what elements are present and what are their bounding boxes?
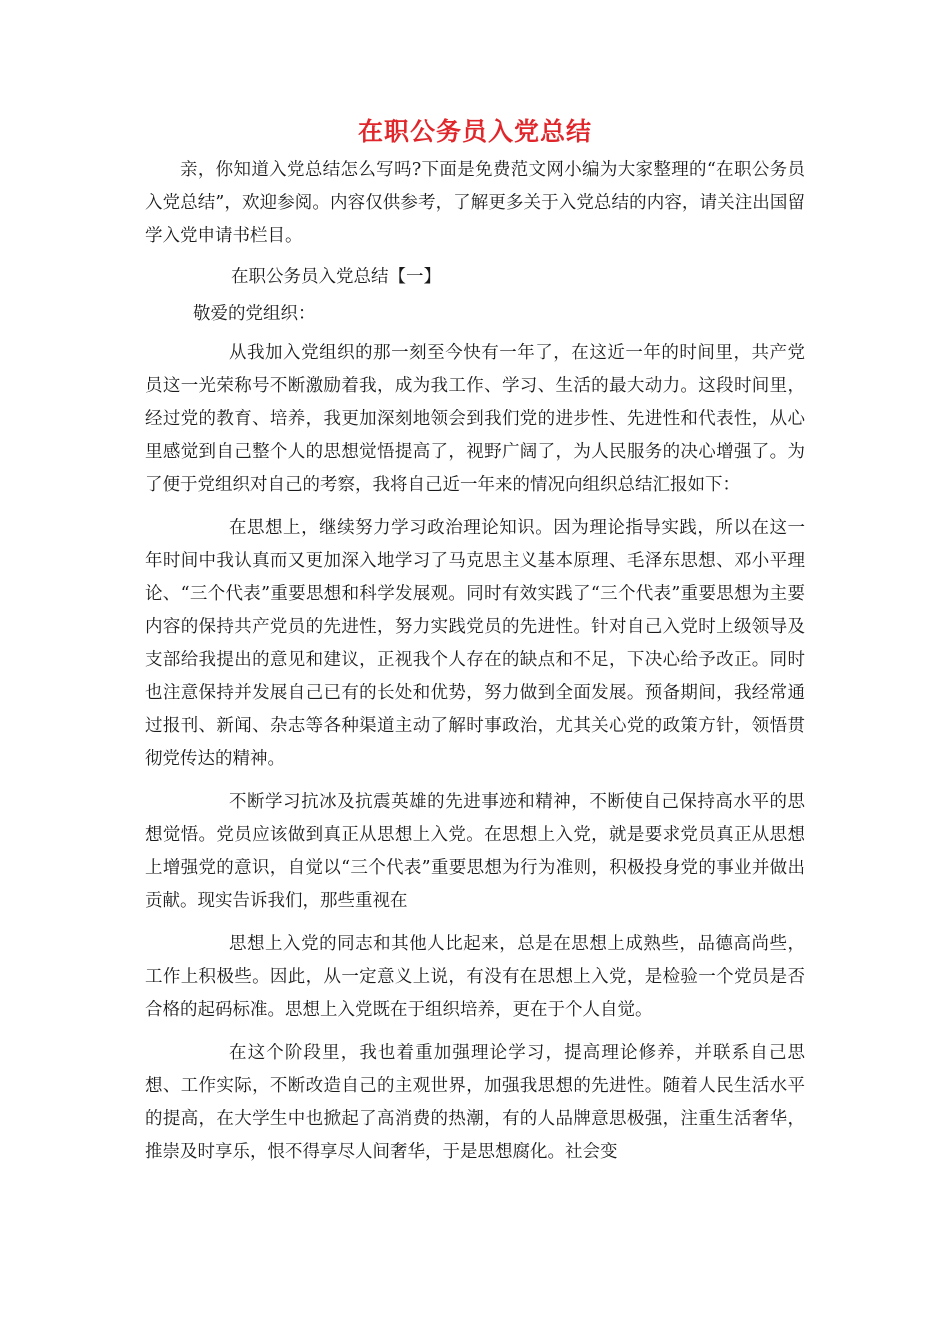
body-paragraph-1: 从我加入党组织的那一刻至今快有一年了，在这近一年的时间里，共产党员这一光荣称号不断激励着我，成为我工作、学习、生活的最大动力。这段时间里，经过党的教育、培养，我更加深刻地领会到我们党的进步性、先进性和代表性，从心里感觉到自己整个人的思想觉悟提高了，视野广阔了，为人民服务的决心增强了。为了便于党组织对自己的考察，我将自己近一年来的情况向组织总结汇报如下： (145, 343, 805, 495)
document-page (145, 112, 805, 1169)
intro-paragraph: 亲，你知道入党总结怎么写吗?下面是免费范文网小编为大家整理的“在职公务员入党总结”，欢迎参阅。内容仅供参考，了解更多关于入党总结的内容，请关注出国留学入党申请书栏目。 (145, 160, 805, 246)
salutation: 敬爱的党组织： (193, 304, 316, 324)
body-paragraph-3: 不断学习抗冰及抗震英雄的先进事迹和精神，不断使自己保持高水平的思想觉悟。党员应该做到真正从思想上入党。在思想上入党，就是要求党员真正从思想上增强党的意识，自觉以“三个代表”重要思想为行为准则，积极投身党的事业并做出贡献。现实告诉我们，那些重视在 (145, 792, 805, 911)
document-title: 在职公务员入党总结 (357, 117, 592, 146)
body-paragraph-2: 在思想上，继续努力学习政治理论知识。因为理论指导实践，所以在这一年时间中我认真而又更加深入地学习了马克思主义基本原理、毛泽东思想、邓小平理论、“三个代表”重要思想和科学发展观。同时有效实践了“三个代表”重要思想为主要内容的保持共产党员的先进性，努力实践党员的先进性。针对自己入党时上级领导及支部给我提出的意见和建议，正视我个人存在的缺点和不足，下决心给予改正。同时也注意保持并发展自己已有的长处和优势，努力做到全面发展。预备期间，我经常通过报刊、新闻、杂志等各种渠道主动了解时事政治，尤其关心党的政策方针，领悟贯彻党传达的精神。 (145, 518, 805, 769)
section-subtitle: 在职公务员入党总结【一】 (231, 267, 441, 287)
body-paragraph-5: 在这个阶段里，我也着重加强理论学习，提高理论修养，并联系自己思想、工作实际，不断改造自己的主观世界，加强我思想的先进性。随着人民生活水平的提高，在大学生中也掀起了高消费的热潮，有的人品牌意思极强，注重生活奢华，推崇及时享乐，恨不得享尽人间奢华，于是思想腐化。社会变 (145, 1043, 805, 1162)
body-paragraph-4: 思想上入党的同志和其他人比起来，总是在思想上成熟些，品德高尚些，工作上积极些。因此，从一定意义上说，有没有在思想上入党，是检验一个党员是否合格的起码标准。思想上入党既在于组织培养，更在于个人自觉。 (145, 934, 805, 1020)
